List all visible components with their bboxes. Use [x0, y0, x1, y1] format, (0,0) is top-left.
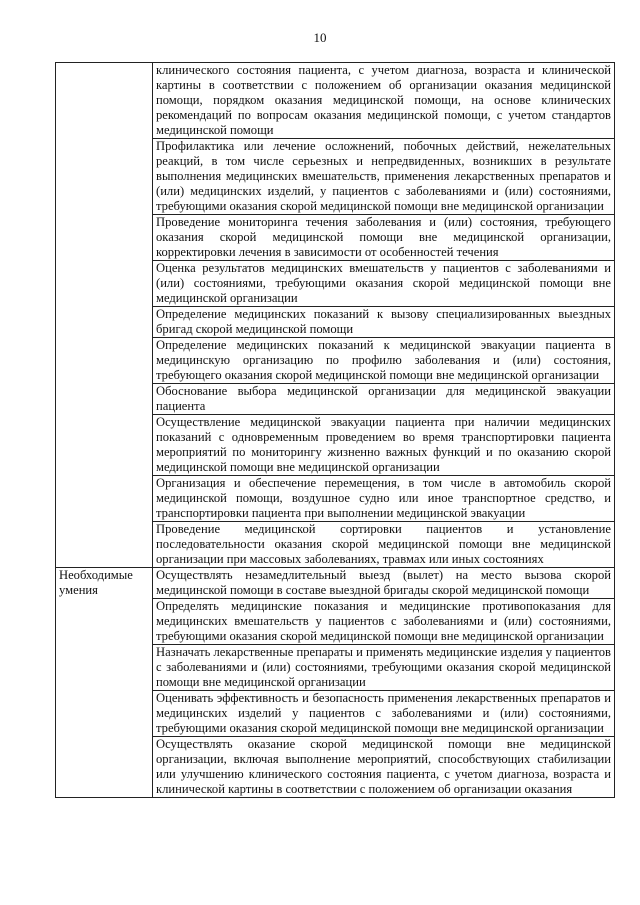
table-cell: Назначать лекарственные препараты и применять медицинские изделия у пациентов с заболеваниями и (или) состояниями, требующими оказания скорой медицинской помощи вне медицинской организации: [153, 645, 615, 691]
table-cell: Организация и обеспечение перемещения, в том числе в автомобиль скорой медицинской помощи, воздушное судно или иное транспортное средство, и транспортировки пациента при выполнении медицинской эвакуации: [153, 476, 615, 522]
table-row: [56, 63, 615, 139]
table-cell: Осуществлять оказание скорой медицинской помощи вне медицинской организации, включая выполнение мероприятий, способствующих стабилизации или улучшению клинического состояния пациента, с учетом диагноза, возраста и клинической картины в соответствии с положением об организации оказания: [153, 737, 615, 798]
table-cell: Оценивать эффективность и безопасность применения лекарственных препаратов и медицинских изделий у пациентов с заболеваниями и (или) состояниями, требующими оказания скорой медицинской помощи вне медицинской организации: [153, 691, 615, 737]
section-labor-actions: [56, 63, 615, 568]
table-cell: клинического состояния пациента, с учетом диагноза, возраста и клинической картины в соответствии с положением об организации оказания медицинской помощи, порядком оказания медицинской помощи, на основе клинических рекомендаций по вопросам оказания медицинской помощи, с учетом стандартов медицинской помощи: [153, 63, 615, 139]
table-cell: Определение медицинских показаний к вызову специализированных выездных бригад скорой медицинской помощи: [153, 307, 615, 338]
table-cell: Определение медицинских показаний к медицинской эвакуации пациента в медицинскую организацию по профилю заболевания и (или) состояния, требующего оказания скорой медицинской помощи вне медицинской организации: [153, 338, 615, 384]
table-cell: Профилактика или лечение осложнений, побочных действий, нежелательных реакций, в том числе серьезных и непредвиденных, возникших в результате выполнения медицинских вмешательств, применения лекарственных препаратов и (или) медицинских изделий, у пациентов с заболеваниями и (или) состояниями, требующими оказания скорой медицинской помощи вне медицинской организации: [153, 139, 615, 215]
competency-table: [55, 62, 615, 798]
table-cell: Оценка результатов медицинских вмешательств у пациентов с заболеваниями и (или) состояниями, требующими оказания скорой медицинской помощи вне медицинской организации: [153, 261, 615, 307]
table-cell: Определять медицинские показания и медицинские противопоказания для медицинских вмешательств у пациентов с заболеваниями и (или) состояниями, требующими оказания скорой медицинской помощи вне медицинской организации: [153, 599, 615, 645]
table-cell: Обоснование выбора медицинской организации для медицинской эвакуации пациента: [153, 384, 615, 415]
section-label: [56, 63, 153, 568]
table-cell: Осуществлять незамедлительный выезд (вылет) на место вызова скорой медицинской помощи в составе выездной бригады скорой медицинской помощи: [153, 568, 615, 599]
table-cell: Проведение медицинской сортировки пациентов и установление последовательности оказания скорой медицинской помощи вне медицинской организации при массовых заболеваниях, травмах или иных состояниях: [153, 522, 615, 568]
page-number: 10: [313, 30, 327, 45]
table-cell: Проведение мониторинга течения заболевания и (или) состояния, требующего оказания скорой медицинской помощи вне медицинской организации, корректировки лечения в зависимости от особенностей течения: [153, 215, 615, 261]
table-row: [56, 568, 615, 599]
section-required-skills: [56, 568, 615, 798]
section-label-required-skills: Необходимые умения: [56, 568, 153, 798]
table-cell: Осуществление медицинской эвакуации пациента при наличии медицинских показаний с одновременным проведением во время транспортировки пациента мероприятий по мониторингу жизненно важных функций и по оказанию скорой медицинской помощи вне медицинской организации: [153, 415, 615, 476]
